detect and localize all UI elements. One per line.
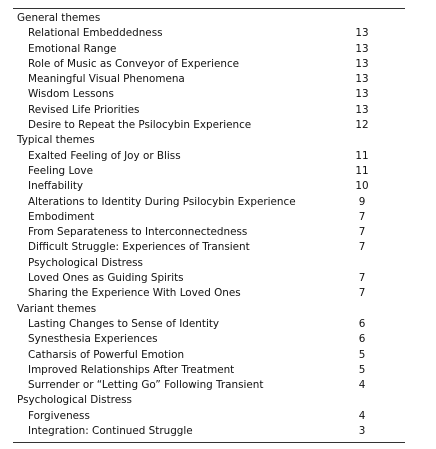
table-row	[13, 286, 405, 301]
theme-count: 11	[355, 149, 369, 162]
table-row	[13, 424, 405, 439]
theme-label: Ineffability	[28, 180, 84, 193]
table-row	[13, 409, 405, 424]
theme-label: Exalted Feeling of Joy or Bliss	[28, 149, 181, 162]
group-heading: General themes	[17, 12, 101, 24]
theme-label: Surrender or “Letting Go” Following Transient	[28, 379, 264, 392]
theme-label: Synesthesia Experiences	[28, 333, 158, 346]
theme-count: 10	[355, 180, 369, 193]
theme-label: Lasting Changes to Sense of Identity	[28, 317, 220, 330]
theme-label: Relational Embeddedness	[28, 27, 163, 40]
table-row	[13, 363, 405, 378]
table-row	[13, 87, 405, 102]
theme-count: 4	[358, 409, 366, 422]
theme-count: 4	[358, 379, 366, 392]
theme-label: Desire to Repeat the Psilocybin Experience	[28, 119, 252, 132]
theme-count: 3	[358, 425, 366, 438]
table-row	[13, 118, 405, 133]
table-row	[13, 57, 405, 72]
table-row	[13, 240, 405, 271]
theme-count: 13	[355, 73, 369, 86]
table-body	[13, 11, 405, 439]
theme-count: 7	[358, 226, 366, 239]
table-row	[13, 103, 405, 118]
table-bottom-rule	[13, 442, 405, 443]
theme-count: 11	[355, 164, 369, 177]
group-heading: Psychological Distress	[17, 394, 132, 407]
table-row	[13, 26, 405, 41]
theme-label: Loved Ones as Guiding Spirits	[28, 272, 184, 285]
theme-count: 5	[358, 363, 366, 376]
theme-count: 13	[355, 103, 369, 116]
theme-count: 6	[358, 317, 366, 330]
table-row	[13, 317, 405, 332]
table-row	[13, 332, 405, 347]
theme-label: Alterations to Identity During Psilocybin Experience	[28, 195, 296, 208]
table-row	[13, 72, 405, 87]
theme-count: 13	[355, 42, 369, 55]
group-heading: Variant themes	[17, 302, 97, 315]
theme-label: Integration: Continued Struggle	[28, 425, 193, 438]
theme-label: Revised Life Priorities	[28, 103, 140, 116]
theme-count: 7	[358, 287, 366, 300]
theme-count: 5	[358, 348, 366, 361]
theme-label: Meaningful Visual Phenomena	[28, 73, 185, 86]
theme-label: Feeling Love	[28, 164, 93, 177]
theme-label: Sharing the Experience With Loved Ones	[28, 287, 241, 300]
table-row	[13, 210, 405, 225]
theme-label: Difficult Struggle: Experiences of Transient Psychological Distress	[28, 241, 250, 269]
table-row	[13, 164, 405, 179]
theme-count: 9	[358, 195, 366, 208]
theme-count: 7	[358, 241, 366, 254]
theme-count: 6	[358, 333, 366, 346]
theme-count: 7	[358, 272, 366, 285]
themes-table	[13, 8, 405, 443]
theme-label: Forgiveness	[28, 409, 90, 422]
table-row	[13, 179, 405, 194]
table-row	[13, 42, 405, 57]
theme-label: From Separateness to Interconnectedness	[28, 226, 248, 239]
theme-label: Emotional Range	[28, 42, 117, 55]
table-row	[13, 378, 405, 393]
theme-count: 12	[355, 119, 369, 132]
table-row	[13, 348, 405, 363]
table-top-rule	[13, 8, 405, 9]
theme-count: 13	[355, 27, 369, 40]
theme-count: 13	[355, 57, 369, 70]
theme-count: 7	[358, 210, 366, 223]
table-row	[13, 225, 405, 240]
group-heading: Typical themes	[17, 134, 95, 147]
theme-label: Improved Relationships After Treatment	[28, 363, 235, 376]
table-row	[13, 271, 405, 286]
theme-count: 13	[355, 88, 369, 101]
theme-label: Embodiment	[28, 210, 95, 223]
table-row	[13, 195, 405, 210]
table-row	[13, 149, 405, 164]
theme-label: Catharsis of Powerful Emotion	[28, 348, 185, 361]
theme-label: Wisdom Lessons	[28, 88, 114, 101]
theme-label: Role of Music as Conveyor of Experience	[28, 57, 240, 70]
